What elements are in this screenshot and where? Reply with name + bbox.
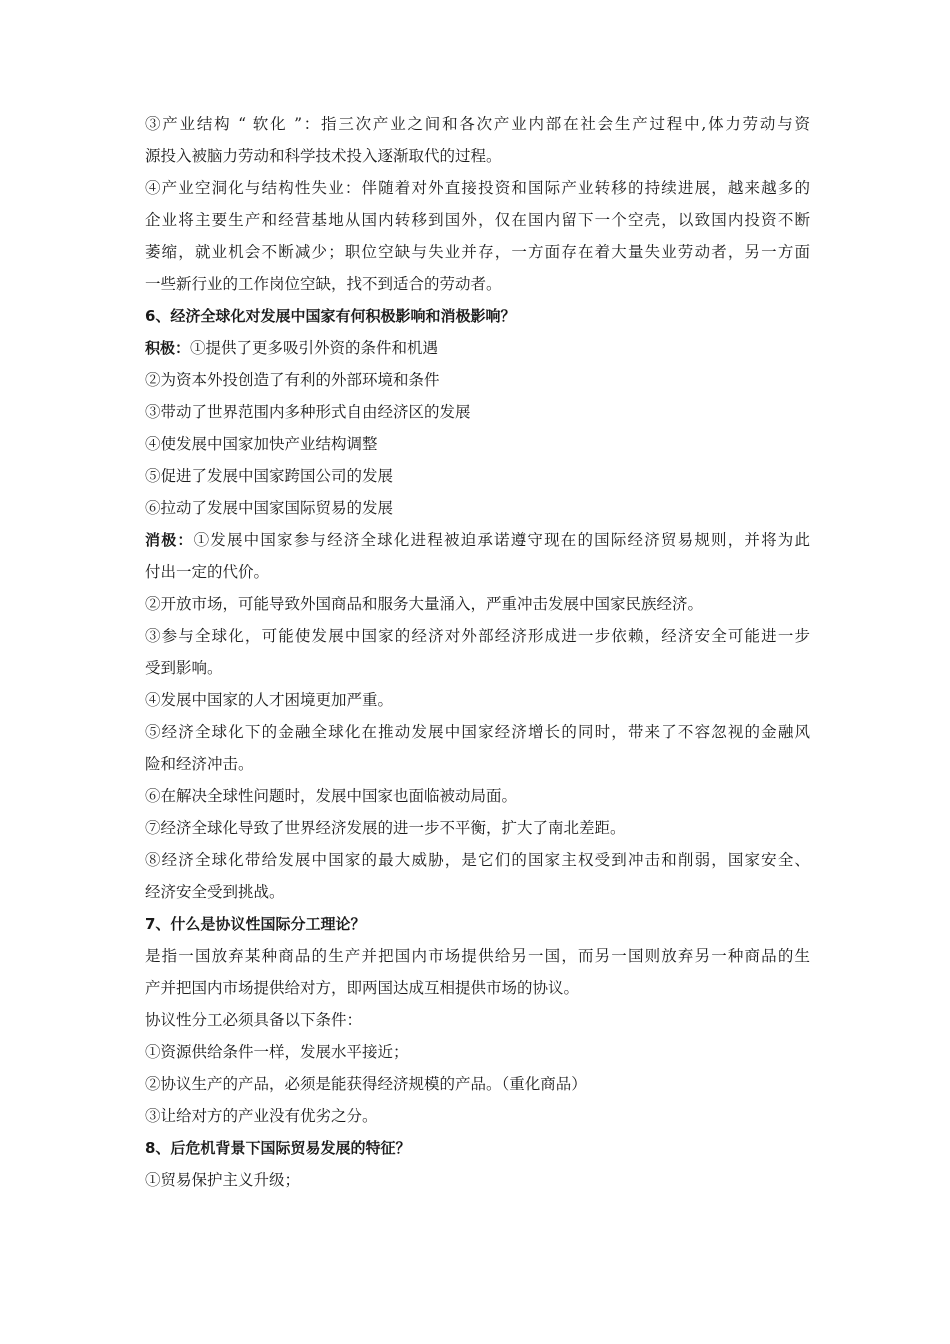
list-item: ⑤经济全球化下的金融全球化在推动发展中国家经济增长的同时，带来了不容忽视的金融风 [145,723,810,741]
paragraph-line: ④产业空洞化与结构性失业：伴随着对外直接投资和国际产业转移的持续进展，越来越多的 [145,179,810,197]
list-item: ④发展中国家的人才困境更加严重。 [145,691,394,709]
list-item [145,332,810,364]
list-item: ①贸易保护主义升级； [145,1171,301,1189]
list-item: ③让给对方的产业没有优劣之分。 [145,1107,378,1125]
list-item: ⑥在解决全球性问题时，发展中国家也面临被动局面。 [145,787,518,805]
list-item: ⑧经济全球化带给发展中国家的最大威胁，是它们的国家主权受到冲击和削弱，国家安全、 [145,851,810,869]
negative-label: 消极： [145,531,194,549]
list-item: ①资源供给条件一样，发展水平接近； [145,1043,409,1061]
paragraph-line: 受到影响。 [145,659,223,677]
list-item: ②为资本外投创造了有利的外部环境和条件 [145,371,440,389]
list-item: ④使发展中国家加快产业结构调整 [145,435,378,453]
paragraph-line: 一些新行业的工作岗位空缺，找不到适合的劳动者。 [145,275,502,293]
list-item [145,524,810,556]
paragraph-line: 萎缩，就业机会不断减少；职位空缺与失业并存，一方面存在着大量失业劳动者，另一方面 [145,243,810,261]
question-heading: 6、经济全球化对发展中国家有何积极影响和消极影响？ [145,307,516,325]
paragraph-line: 付出一定的代价。 [145,563,270,581]
list-item: ③带动了世界范围内多种形式自由经济区的发展 [145,403,471,421]
list-item: ⑤促进了发展中国家跨国公司的发展 [145,467,394,485]
list-item: ②协议生产的产品，必须是能获得经济规模的产品。（重化商品） [145,1075,587,1093]
question-heading: 7、什么是协议性国际分工理论？ [145,915,366,933]
paragraph-line: 协议性分工必须具备以下条件： [145,1011,363,1029]
paragraph-line: 险和经济冲击。 [145,755,254,773]
list-item-text: ①发展中国家参与经济全球化进程被迫承诺遵守现在的国际经济贸易规则，并将为此 [193,531,810,549]
list-item: ②开放市场，可能导致外国商品和服务大量涌入，严重冲击发展中国家民族经济。 [145,595,704,613]
question-heading: 8、后危机背景下国际贸易发展的特征？ [145,1139,411,1157]
document-body [145,108,810,1196]
paragraph-line: 源投入被脑力劳动和科学技术投入逐渐取代的过程。 [145,147,502,165]
positive-label: 积极： [145,339,191,357]
paragraph-line: 产并把国内市场提供给对方，即两国达成互相提供市场的协议。 [145,979,580,997]
list-item-text: ①提供了更多吸引外资的条件和机遇 [190,339,439,357]
paragraph-line: ③产业结构 “ 软化 ”：指三次产业之间和各次产业内部在社会生产过程中,体力劳动与资 [145,115,810,133]
list-item: ⑦经济全球化导致了世界经济发展的进一步不平衡，扩大了南北差距。 [145,819,626,837]
list-item: ⑥拉动了发展中国家国际贸易的发展 [145,499,394,517]
paragraph-line: 企业将主要生产和经营基地从国内转移到国外，仅在国内留下一个空壳，以致国内投资不断 [145,211,810,229]
list-item: ③参与全球化，可能使发展中国家的经济对外部经济形成进一步依赖，经济安全可能进一步 [145,627,810,645]
paragraph-line: 经济安全受到挑战。 [145,883,285,901]
paragraph-line: 是指一国放弃某种商品的生产并把国内市场提供给另一国，而另一国则放弃另一种商品的生 [145,947,810,965]
